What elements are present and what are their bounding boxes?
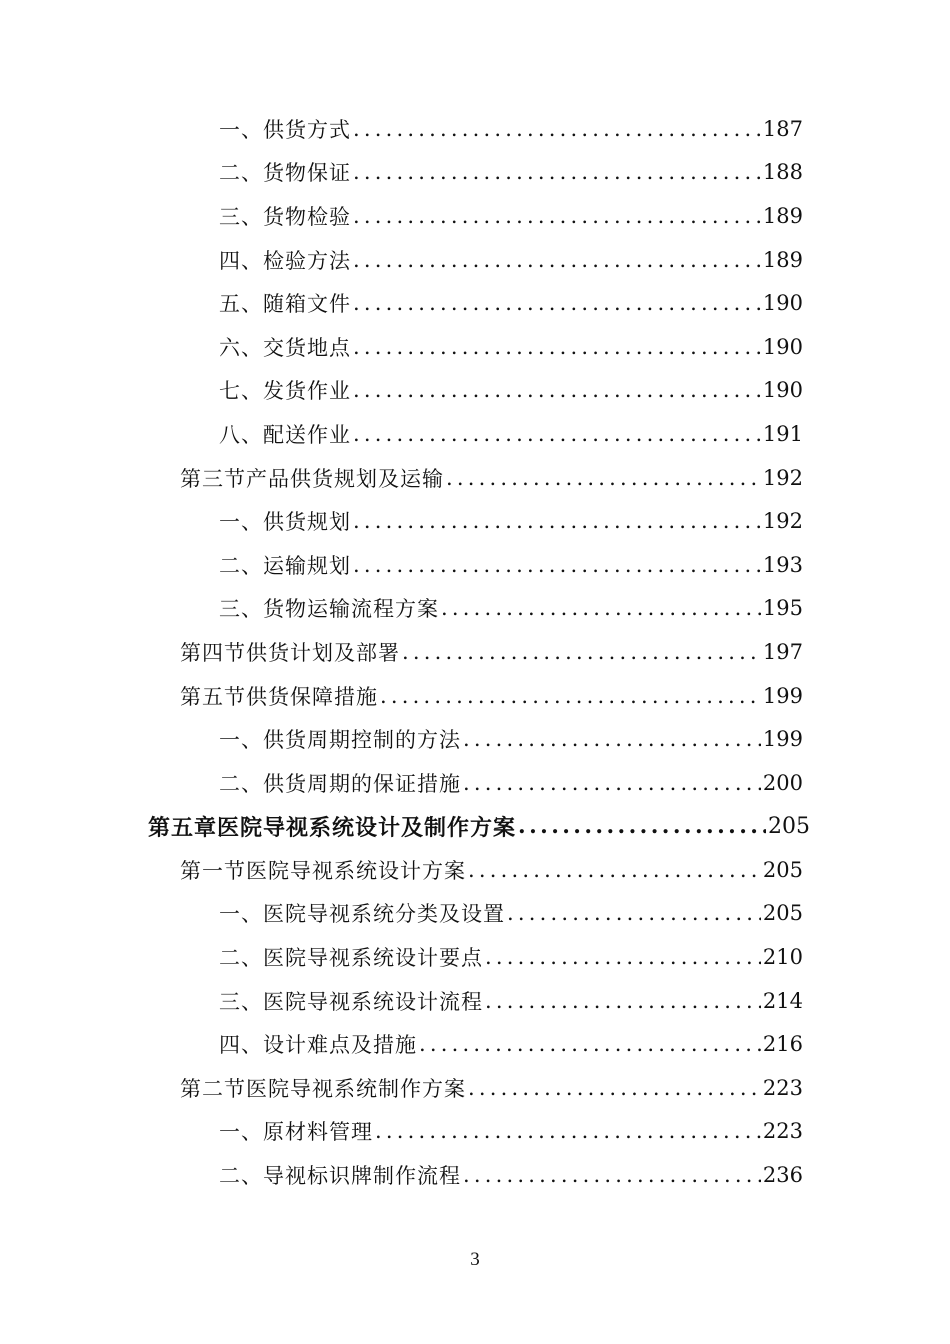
toc-entry-item[interactable] <box>0 412 803 456</box>
toc-entry-item[interactable] <box>0 761 803 805</box>
toc-entry-item[interactable] <box>0 979 803 1023</box>
dot-leader <box>402 640 761 664</box>
toc-entry-section[interactable] <box>0 674 803 718</box>
toc-entry-title: 七、发货作业 <box>219 379 351 404</box>
toc-entry-chapter[interactable] <box>0 805 810 849</box>
toc-entry-title: 第一节医院导视系统设计方案 <box>180 858 466 883</box>
toc-entry-page-number: 199 <box>762 683 803 708</box>
toc-entry-title: 二、导视标识牌制作流程 <box>219 1164 461 1189</box>
toc-entry-page-number: 200 <box>762 770 803 795</box>
toc-entry-title: 八、配送作业 <box>219 422 351 447</box>
dot-leader <box>375 1119 761 1143</box>
dot-leader <box>463 1163 761 1187</box>
toc-entry-item[interactable] <box>0 717 803 761</box>
dot-leader <box>468 858 761 882</box>
dot-leader <box>463 727 761 751</box>
dot-leader <box>353 378 761 402</box>
toc-entry-title: 四、检验方法 <box>219 248 351 273</box>
toc-entry-section[interactable] <box>0 1066 803 1110</box>
toc-entry-title: 三、医院导视系统设计流程 <box>219 989 483 1014</box>
dot-leader <box>353 117 761 141</box>
toc-entry-page-number: 216 <box>762 1032 803 1057</box>
toc-entry-item[interactable] <box>0 543 803 587</box>
dot-leader <box>353 422 761 446</box>
dot-leader <box>518 813 766 839</box>
page-number: 3 <box>470 1249 480 1270</box>
dot-leader <box>419 1032 761 1056</box>
toc-entry-item[interactable] <box>0 587 803 631</box>
dot-leader <box>507 901 761 925</box>
dot-leader <box>353 553 761 577</box>
dot-leader <box>485 989 761 1013</box>
toc-entry-page-number: 191 <box>762 421 803 446</box>
toc-entry-title: 六、交货地点 <box>219 335 351 360</box>
toc-entry-item[interactable] <box>0 499 803 543</box>
toc-entry-page-number: 223 <box>762 1119 803 1144</box>
toc-entry-page-number: 188 <box>762 160 803 185</box>
toc-entry-title: 第二节医院导视系统制作方案 <box>180 1076 466 1101</box>
toc-entry-item[interactable] <box>0 194 803 238</box>
toc-entry-page-number: 190 <box>762 291 803 316</box>
dot-leader <box>353 248 761 272</box>
toc-entry-title: 二、货物保证 <box>219 161 351 186</box>
toc-entry-item[interactable] <box>0 1153 803 1197</box>
toc-entry-title: 一、原材料管理 <box>219 1120 373 1145</box>
toc-entry-page-number: 189 <box>762 203 803 228</box>
toc-entry-title: 三、货物检验 <box>219 204 351 229</box>
toc-entry-item[interactable] <box>0 151 803 195</box>
toc-entry-page-number: 195 <box>762 596 803 621</box>
toc-entry-page-number: 193 <box>762 552 803 577</box>
toc-entry-page-number: 190 <box>762 378 803 403</box>
toc-entry-item[interactable] <box>0 1022 803 1066</box>
toc-entry-page-number: 214 <box>762 988 803 1013</box>
toc-entry-page-number: 187 <box>762 116 803 141</box>
toc-entry-title: 二、医院导视系统设计要点 <box>219 946 483 971</box>
toc-entry-page-number: 205 <box>768 813 810 839</box>
toc-entry-section[interactable] <box>0 630 803 674</box>
dot-leader <box>463 771 761 795</box>
toc-entry-page-number: 192 <box>762 509 803 534</box>
dot-leader <box>353 204 761 228</box>
toc-entry-page-number: 205 <box>762 901 803 926</box>
toc-entry-section[interactable] <box>0 848 803 892</box>
toc-entry-page-number: 197 <box>762 639 803 664</box>
toc-entry-title: 第五节供货保障措施 <box>180 684 378 709</box>
toc-entry-page-number: 199 <box>762 727 803 752</box>
toc-entry-title: 一、供货规划 <box>219 510 351 535</box>
toc-entry-section[interactable] <box>0 456 803 500</box>
toc-entry-title: 一、供货周期控制的方法 <box>219 728 461 753</box>
table-of-contents <box>0 107 950 1197</box>
dot-leader <box>446 466 761 490</box>
toc-entry-title: 第三节产品供货规划及运输 <box>180 466 444 491</box>
toc-entry-item[interactable] <box>0 369 803 413</box>
toc-entry-item[interactable] <box>0 325 803 369</box>
toc-entry-item[interactable] <box>0 892 803 936</box>
dot-leader <box>353 160 761 184</box>
dot-leader <box>380 684 761 708</box>
toc-entry-title: 五、随箱文件 <box>219 292 351 317</box>
toc-entry-item[interactable] <box>0 1110 803 1154</box>
toc-entry-page-number: 192 <box>762 465 803 490</box>
toc-entry-title: 三、货物运输流程方案 <box>219 597 439 622</box>
toc-entry-title: 一、医院导视系统分类及设置 <box>219 902 505 927</box>
toc-entry-title: 二、供货周期的保证措施 <box>219 771 461 796</box>
toc-entry-item[interactable] <box>0 107 803 151</box>
dot-leader <box>485 945 761 969</box>
dot-leader <box>441 596 761 620</box>
toc-entry-page-number: 190 <box>762 334 803 359</box>
toc-entry-title: 二、运输规划 <box>219 553 351 578</box>
toc-entry-page-number: 223 <box>762 1075 803 1100</box>
toc-entry-page-number: 236 <box>762 1163 803 1188</box>
toc-entry-page-number: 210 <box>762 945 803 970</box>
toc-entry-item[interactable] <box>0 281 803 325</box>
toc-entry-title: 四、设计难点及措施 <box>219 1033 417 1058</box>
toc-entry-title: 第五章医院导视系统设计及制作方案 <box>148 814 517 841</box>
toc-entry-title: 一、供货方式 <box>219 117 351 142</box>
toc-entry-title: 第四节供货计划及部署 <box>180 640 400 665</box>
dot-leader <box>353 335 761 359</box>
toc-entry-item[interactable] <box>0 238 803 282</box>
dot-leader <box>468 1076 761 1100</box>
toc-entry-page-number: 205 <box>762 857 803 882</box>
dot-leader <box>353 509 761 533</box>
dot-leader <box>353 291 761 315</box>
toc-entry-page-number: 189 <box>762 247 803 272</box>
toc-entry-item[interactable] <box>0 935 803 979</box>
